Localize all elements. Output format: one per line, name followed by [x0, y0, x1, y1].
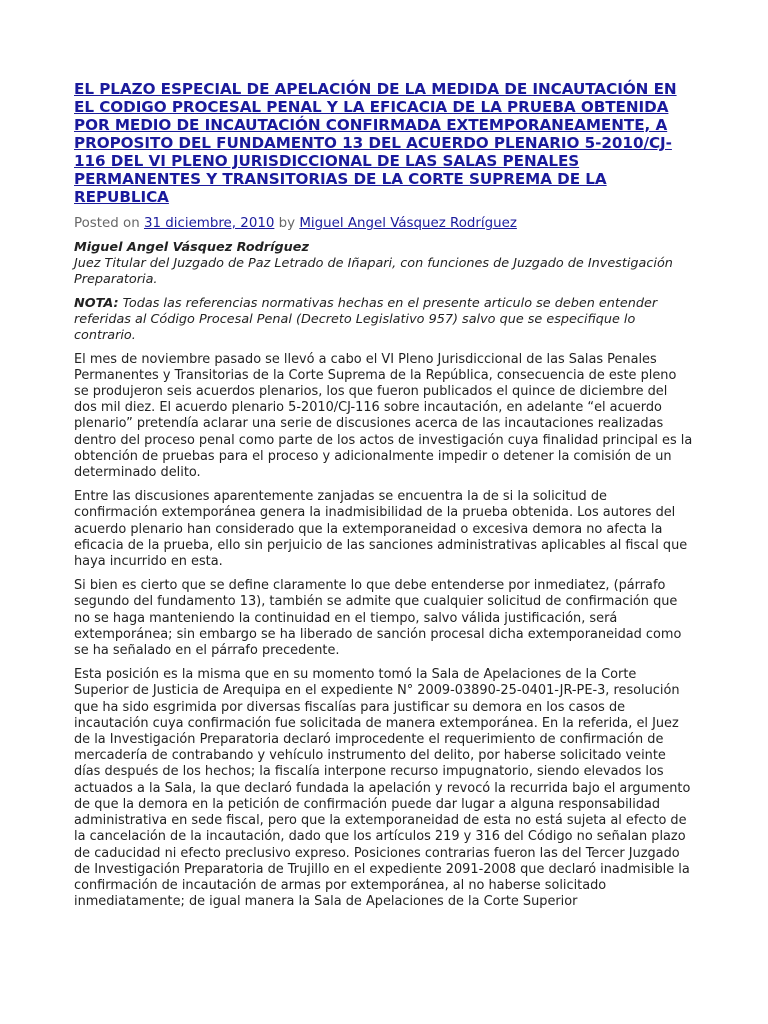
paragraph: El mes de noviembre pasado se llevó a cabo el VI Pleno Jurisdiccional de las Salas Penales Permanentes y Transitorias de la Corte Suprema de la República, consecuencia de este pleno se produjeron seis acuerdos plenarios, los que fueron publicados el quince de diciembre del dos mil diez. El acuerdo plenario 5-2010/CJ-116 sobre incautación, en adelante “el acuerdo plenario” pretendía aclarar una serie de discusiones acerca de las incautaciones realizadas dentro del proceso penal como parte de los actos de investigación cuya finalidad principal es la obtención de pruebas para el proceso y adicionalmente impedir o detener la comisión de un determinado delito.: [74, 351, 693, 481]
article-title[interactable]: EL PLAZO ESPECIAL DE APELACIÓN DE LA MEDIDA DE INCAUTACIÓN EN EL CODIGO PROCESAL PENAL Y LA EFICACIA DE LA PRUEBA OBTENIDA POR MEDIO DE INCAUTACIÓN CONFIRMADA EXTEMPORANEAMENTE, A PROPOSITO DEL FUNDAMENTO 13 DEL ACUERDO PLENARIO 5-2010/CJ-116 DEL VI PLENO JURISDICCIONAL DE LAS SALAS PENALES PERMANENTES Y TRANSITORIAS DE LA CORTE SUPREMA DE LA REPUBLICA: [74, 80, 677, 206]
post-meta: [74, 215, 694, 232]
paragraph: Entre las discusiones aparentemente zanjadas se encuentra la de si la solicitud de confirmación extemporánea genera la inadmisibilidad de la prueba obtenida. Los autores del acuerdo plenario han considerado que la extemporaneidad o excesiva demora no afecta la eficacia de la prueba, ello sin perjuicio de las sanciones administrativas aplicables al fiscal que haya incurrido en esta.: [74, 489, 688, 570]
article: [74, 80, 694, 910]
author-name: Miguel Angel Vásquez Rodríguez: [74, 240, 309, 255]
paragraph: Esta posición es la misma que en su momento tomó la Sala de Apelaciones de la Corte Superior de Justicia de Arequipa en el expediente N° 2009-03890-25-0401-JR-PE-3, resolución que ha sido esgrimida por diversas fiscalías para justificar su demora en los casos de incautación cuya confirmación fue solicitada de manera extemporánea. En la referida, el Juez de la Investigación Preparatoria declaró improcedente el requerimiento de confirmación de mercadería de contrabando y vehículo instrumento del delito, por haberse solicitado veinte días después de los hechos; la fiscalía interpone recurso impugnatorio, siendo elevados los actuados a la Sala, la que declaró fundada la apelación y revocó la recurrida bajo el argumento de que la demora en la petición de confirmación puede dar lugar a alguna responsabilidad administrativa en sede fiscal, pero que la extemporaneidad de esta no está sujeta al efecto de la cancelación de la incautación, dado que los artículos 219 y 316 del Código no señalan plazo de caducidad ni efecto preclusivo expreso. Posiciones contrarias fueron las del Tercer Juzgado de Investigación Preparatoria de Trujillo en el expediente 2091-2008 que declaró inadmisible la confirmación de incautación de armas por extemporánea, al no haberse solicitado inmediatamente; de igual manera la Sala de Apelaciones de la Corte Superior: [74, 667, 691, 910]
nota-label: NOTA:: [74, 295, 119, 311]
by-label: by: [278, 216, 296, 231]
nota-note: [74, 296, 694, 344]
post-date-link[interactable]: 31 diciembre, 2010: [143, 216, 275, 231]
paragraph: Si bien es cierto que se define claramente lo que debe entenderse por inmediatez, (párrafo segundo del fundamento 13), también se admite que cualquier solicitud de confirmación que no se haga manteniendo la continuidad en el tiempo, salvo válida justificación, será extemporánea; sin embargo se ha liberado de sanción procesal dicha extemporaneidad como se ha señalado en el párrafo precedente.: [74, 578, 682, 659]
author-link[interactable]: Miguel Angel Vásquez Rodríguez: [299, 216, 517, 231]
author-block: [74, 240, 694, 289]
nota-text: Todas las referencias normativas hechas en el presente articulo se deben entender referidas al Código Procesal Penal (Decreto Legislativo 957) salvo que se especifique lo contrario.: [74, 295, 658, 343]
posted-on-label: Posted on: [74, 216, 140, 231]
author-role: Juez Titular del Juzgado de Paz Letrado de Iñapari, con funciones de Juzgado de Investigación Preparatoria.: [74, 256, 673, 288]
